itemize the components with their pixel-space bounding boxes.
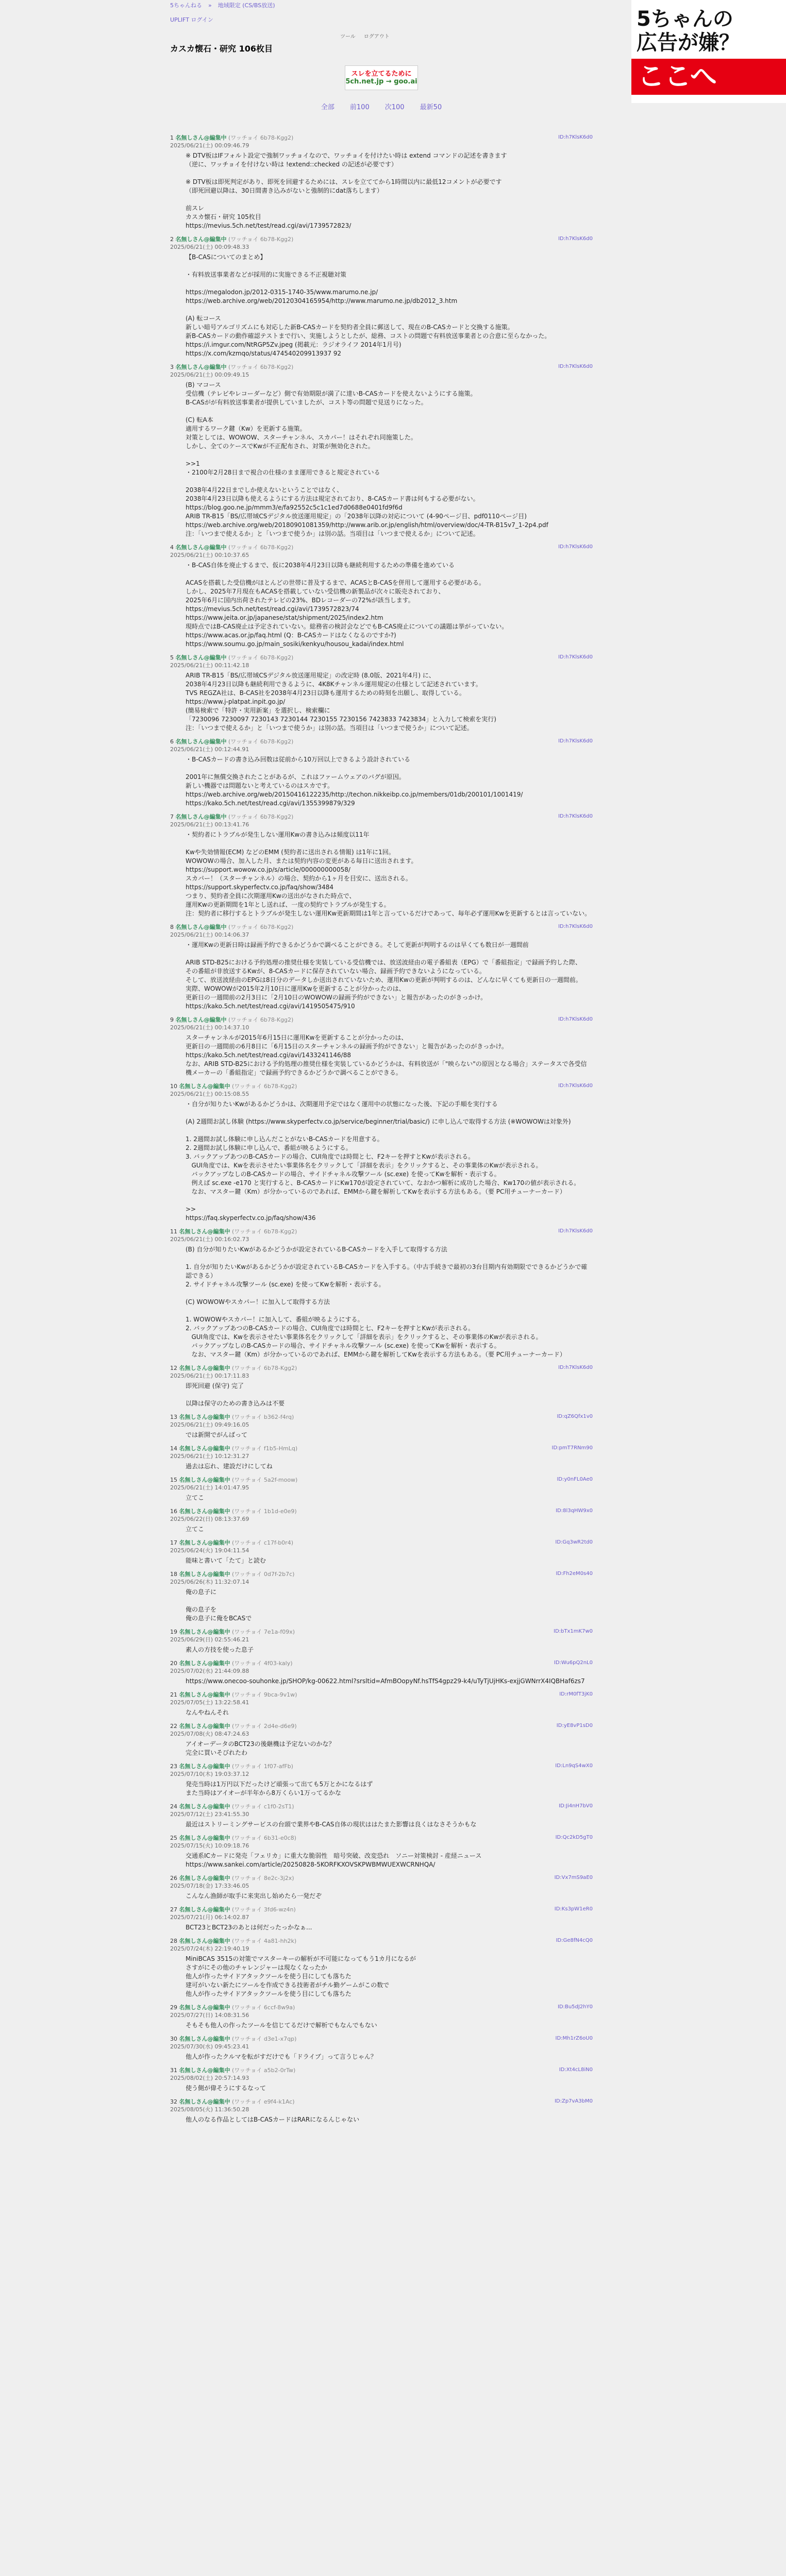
post-author: 名無しさん@編集中 bbox=[179, 1477, 230, 1483]
post-meta bbox=[170, 2066, 593, 2082]
post-mail: (ワッチョイ 4a81-hh2k) bbox=[232, 1938, 297, 1944]
post-meta bbox=[170, 363, 593, 379]
post-mail: (ワッチョイ b362-f4rq) bbox=[232, 1414, 294, 1420]
post-date: 2025/07/21(月) 06:14:02.87 bbox=[170, 1914, 249, 1921]
post-number[interactable]: 30 bbox=[170, 2036, 177, 2042]
post-id[interactable]: ID:h7KlsK6d0 bbox=[558, 364, 593, 369]
post-number[interactable]: 13 bbox=[170, 1414, 177, 1420]
post-mail: (ワッチョイ 6b78-Kgg2) bbox=[228, 1016, 294, 1023]
post bbox=[170, 363, 593, 538]
post-author: 名無しさん@編集中 bbox=[179, 1660, 230, 1667]
post-meta bbox=[170, 1628, 593, 1643]
post-date: 2025/06/22(日) 08:13:37.69 bbox=[170, 1516, 249, 1522]
post-body: BCT23とBCT23のあとは何だったっかなぁ... bbox=[186, 1924, 312, 1931]
post bbox=[170, 235, 593, 358]
post-date: 2025/07/12(土) 23:41:55.30 bbox=[170, 1811, 249, 1818]
post-mail: (ワッチョイ 4f03-kaly) bbox=[232, 1660, 293, 1667]
post-id[interactable]: ID:h7KlsK6d0 bbox=[558, 1016, 593, 1022]
post-body: (B) 自分が知りたいKwがあるかどうかが設定されているB-CASカードを入手して取得する方法 1. 自分が知りたいKwがあるかどうかが設定されているB-CASカードを入手する。（中古手続きで最初の3台目期内有効期限でできるかどうかで確認できる） 2. サイドチャネル攻撃ツール (sc.exe) を使ってKwを解析・表示する。 (C) WOWOWやスカパー！に加入して取得する方法 1. WOWOWやスカパー！に加入して、番組が映るようにする。 2. バックアップあつのB-CASカードの場合、CUI角度では時間と七、F2キーを押すとKwが表示される。 GUI角度では、Kwを表示させたい事業体名をクリックして「詳細を表示」をクリックすると、その事業体のKwが表示される。 バックアップなしのB-CASカードの場合、サイドチャネル攻撃ツール (sc.exe) を使ってKwを解析・表示する。 なお、マスター鍵（Km）が分かっているのであれば、EMMから鍵を解析してKwを表示する方法もある。（要 PC用チューナーカード） bbox=[186, 1246, 588, 1358]
post-body: (B) マコース 受信機（テレビやレコーダーなど）側で有効期限が満了に達いB-CASカードを使えないようにする施策。 B-CASがが有料放送事業者が提供していましたが、コスト等の問題で見送りになった。 (C) 転A本 適用するワーク鍵（Kw）を更新する施策。 対策としては、WOWOW、スターチャンネル、スカパー！はそれぞれ同施策した。 しかし、全てのケースでKwが不正配布され、対策が無効化された。 >>1 ・2100年2月28日まで視合の仕様のまま運用できると規定されている 2038年4月22日までしか使えないということではなく、 2038年4月23日以降も使えるようにする方法は規定されており、8-CASカード書は何もする必要がない。 https://blog.goo.ne.jp/mmm3/e/fa92552c5c1c1ed7d0688e0401fd9f6d ARIB TR-B15「BS/広帯域CSデジタル放送運用規定」の「2038年以降の対応について (4-90ページ目、pdf0110ページ目) https://web.archive.org/web/20180901081359/http://www.arib.or.jp/english/html/overview/doc/4-TR-B15v7_1-2p4.pdf 注：「いつまで使えるか」と「いつまで使うか」は別の話。当項目は「いつまで使えるか」について記述。 bbox=[186, 381, 548, 537]
post-meta bbox=[170, 1906, 593, 1921]
banner-line-2: 広告が嫌？ bbox=[637, 31, 740, 55]
post-body: アイオーデータのBCT23の後継機は予定ないのかな？ 完全に買いそびれたわ bbox=[186, 1740, 335, 1756]
post-id[interactable]: ID:y0nFL0Ae0 bbox=[557, 1477, 593, 1482]
post-mail: (ワッチョイ 6b78-Kgg2) bbox=[232, 1365, 297, 1371]
post-body: 立てこ bbox=[186, 1526, 205, 1533]
posts-list bbox=[170, 134, 593, 2129]
post-id[interactable]: ID:rM0fT3jK0 bbox=[559, 1691, 593, 1697]
post-author: 名無しさん@編集中 bbox=[179, 1835, 230, 1841]
post-date: 2025/06/21(土) 00:15:08.55 bbox=[170, 1091, 249, 1097]
post-date: 2025/06/21(土) 00:09:46.79 bbox=[170, 142, 249, 149]
breadcrumb-sep: » bbox=[208, 2, 212, 9]
post bbox=[170, 1016, 593, 1077]
post-body: ・B-CASカードの書き込み回数は従前から10万回以上できるよう設計されている 2001年に無償交換されたことがあるが、これはファームウェアのバグが原因。 新しい機器では問題ないと考えているのはスカです。 https://web.archive.org/web/20150416122235/http://techon.nikkeibp.co.jp/members/01db/200101/1001419/ https://kako.5ch.net/test/read.cgi/avi/1355399879/329 bbox=[186, 756, 523, 807]
pager-all[interactable]: 全部 bbox=[321, 104, 335, 111]
post-mail: (ワッチョイ 6b78-Kgg2) bbox=[228, 544, 294, 551]
post-mail: (ワッチョイ 1f07-afFb) bbox=[232, 1763, 293, 1770]
post bbox=[170, 544, 593, 649]
post-author: 名無しさん@編集中 bbox=[179, 1803, 230, 1810]
post-mail: (ワッチョイ 6b78-Kgg2) bbox=[228, 134, 294, 141]
post-mail: (ワッチョイ 6b78-Kgg2) bbox=[228, 654, 294, 661]
post-meta bbox=[170, 235, 593, 251]
post bbox=[170, 1445, 593, 1471]
post-date: 2025/06/21(土) 00:16:02.73 bbox=[170, 1236, 249, 1243]
post bbox=[170, 654, 593, 733]
post-date: 2025/06/21(土) 00:09:49.15 bbox=[170, 371, 249, 378]
post-meta bbox=[170, 1937, 593, 1953]
ad-banner[interactable] bbox=[631, 0, 786, 103]
post-mail: (ワッチョイ 6b78-Kgg2) bbox=[228, 738, 294, 745]
post-meta bbox=[170, 1445, 593, 1460]
post-id[interactable]: ID:h7KlsK6d0 bbox=[558, 236, 593, 242]
post-id[interactable]: ID:pmT7RNm90 bbox=[551, 1445, 593, 1451]
post-number[interactable]: 17 bbox=[170, 1539, 177, 1546]
post-number[interactable]: 20 bbox=[170, 1660, 177, 1667]
post bbox=[170, 813, 593, 918]
post-meta bbox=[170, 1691, 593, 1706]
post-number[interactable]: 19 bbox=[170, 1629, 177, 1635]
post-author: 名無しさん@編集中 bbox=[179, 1629, 230, 1635]
post-number[interactable]: 18 bbox=[170, 1571, 177, 1578]
post-author: 名無しさん@編集中 bbox=[179, 1365, 230, 1371]
post-body: ・B-CAS自体を廃止するまで、仮に2038年4月23日以降も継続利用するための準備を進めている ACASを搭載した受信機がほとんどの世帯に普及するまで、ACASとB-CASを併用して運用する必要がある。 しかし、2025年7月現在もACASを搭載していない受信機の新製品が次々に販売されており、 2025年6月に国内出荷されたテレビの23%、BDレコーダーの72%が該当します。 https://mevius.5ch.net/test/read.cgi/avi/1739572823/74 https://www.jeita.or.jp/japanese/stat/shipment/2025/index2.htm 現時点ではB-CAS廃止は予定されていない。総務省の検討会などでもB-CAS廃止についての議題は挙がっていない。 https://www.acas.or.jp/faq.html (Q：B-CASカードはなくなるのですか?) https://www.soumu.go.jp/main_sosiki/kenkyu/housou_kadai/index.html bbox=[186, 562, 508, 648]
post-date: 2025/06/21(土) 09:49:16.05 bbox=[170, 1421, 249, 1428]
post-date: 2025/06/21(土) 00:09:48.33 bbox=[170, 244, 249, 250]
tab-tools[interactable]: ツール bbox=[340, 34, 356, 40]
post-date: 2025/06/29(日) 02:55:46.21 bbox=[170, 1636, 249, 1643]
post-id[interactable]: ID:h7KlsK6d0 bbox=[558, 654, 593, 660]
post-number[interactable]: 31 bbox=[170, 2067, 177, 2074]
post-author: 名無しさん@編集中 bbox=[179, 2067, 230, 2074]
post-number[interactable]: 2 bbox=[170, 236, 174, 243]
post-author: 名無しさん@編集中 bbox=[179, 1875, 230, 1882]
post-date: 2025/06/21(土) 14:01:47.95 bbox=[170, 1484, 249, 1491]
post-author: 名無しさん@編集中 bbox=[179, 1691, 230, 1698]
thread-title: カスカ懐石・研究 106枚目 bbox=[170, 44, 273, 54]
post-number[interactable]: 27 bbox=[170, 1906, 177, 1913]
post-id[interactable]: ID:bTx1mK7w0 bbox=[554, 1629, 593, 1634]
post-mail: (ワッチョイ 6b78-Kgg2) bbox=[228, 924, 294, 930]
post-author: 名無しさん@編集中 bbox=[179, 1571, 230, 1578]
post bbox=[170, 1691, 593, 1717]
post-date: 2025/06/21(土) 00:12:44.91 bbox=[170, 746, 249, 753]
post-mail: (ワッチョイ 8e2c-3j2x) bbox=[232, 1875, 294, 1882]
pager-latest50[interactable]: 最新50 bbox=[420, 104, 442, 111]
post-id[interactable]: ID:h7KlsK6d0 bbox=[558, 1365, 593, 1370]
post-id[interactable]: ID:Fh2eM0s40 bbox=[556, 1571, 593, 1577]
pager-next100[interactable]: 次100 bbox=[384, 104, 405, 111]
post-date: 2025/06/21(土) 00:10:37.65 bbox=[170, 552, 249, 558]
post-meta bbox=[170, 2098, 593, 2113]
banner-line-3: ここへ bbox=[631, 59, 786, 95]
post-author: 名無しさん@編集中 bbox=[179, 1445, 230, 1452]
post-body: 他人が作ったクルマを転がすだけでも「ドライブ」って言うじゃん？ bbox=[186, 2053, 377, 2060]
post-number[interactable]: 16 bbox=[170, 1508, 177, 1515]
post bbox=[170, 1722, 593, 1757]
post-id[interactable]: ID:h7KlsK6d0 bbox=[558, 1083, 593, 1089]
post-number[interactable]: 1 bbox=[170, 134, 174, 141]
post-body: 発売当時は1万円以下だったけど頑張って出ても5万とかになるはず また当時はアイオーが半年から8万くらい1万ってるかな bbox=[186, 1781, 373, 1797]
post-id[interactable]: ID:Ge8fN4cQ0 bbox=[556, 1938, 593, 1943]
post bbox=[170, 923, 593, 1011]
post-meta bbox=[170, 544, 593, 559]
post-mail: (ワッチョイ f1b5-HmLq) bbox=[232, 1445, 298, 1452]
post-number[interactable]: 12 bbox=[170, 1365, 177, 1371]
post-author: 名無しさん@編集中 bbox=[179, 1083, 230, 1090]
promo-line-b: 5ch.net.jp → goo.ai bbox=[345, 78, 417, 86]
post-body: 素人の方技を使った息子 bbox=[186, 1646, 254, 1653]
post bbox=[170, 1539, 593, 1565]
post-number[interactable]: 29 bbox=[170, 2004, 177, 2011]
post-date: 2025/06/24(火) 19:04:11.54 bbox=[170, 1547, 249, 1554]
post-id[interactable]: ID:h7KlsK6d0 bbox=[558, 924, 593, 929]
post-meta bbox=[170, 1834, 593, 1850]
post-mail: (ワッチョイ 6b78-Kgg2) bbox=[228, 364, 294, 370]
post-date: 2025/06/21(土) 00:14:06.37 bbox=[170, 931, 249, 938]
post-body: スターチャンネルが2015年6月15日に運用Kwを更新することが分かったのは、 更新日の一週間前の6月8日に「6月15日のスターチャンネルの録画予約ができない」と報告があったのがきっかけ。 https://kako.5ch.net/test/read.cgi/avi/1433241146/88 なお、ARIB STD-B25における予約処理の推奨仕様を実装しているかどうかは、有料放送が「"映らない"の原因となる場合」ステータスで各受信機メーカーの「番組指定」で録画予約できるかどうかで調べることができる。 bbox=[186, 1034, 587, 1076]
post-mail: (ワッチョイ e9f4-k1Ac) bbox=[232, 2098, 295, 2105]
post-number[interactable]: 14 bbox=[170, 1445, 177, 1452]
post-mail: (ワッチョイ 6b78-Kgg2) bbox=[228, 814, 294, 820]
post bbox=[170, 1659, 593, 1686]
post-number[interactable]: 11 bbox=[170, 1228, 177, 1235]
post-number[interactable]: 22 bbox=[170, 1723, 177, 1730]
post-author: 名無しさん@編集中 bbox=[175, 364, 227, 370]
post-author: 名無しさん@編集中 bbox=[179, 1508, 230, 1515]
post-id[interactable]: ID:8l3qHW9x0 bbox=[556, 1508, 593, 1514]
post-meta bbox=[170, 2004, 593, 2019]
post-body: MiniBCAS 3515の対策でマスターキーの解析が不可能になってもう1カ月になるが さすがにその他のチャレンジャーは現なくなったか 他人が作ったサイドアタックツールを使う目にしても落ちた 建可がいない新たにツールを作成できる技術者がチル勤ゲームがこの数で 他人が作ったサイドアタックツールを使う目にしても落ちた bbox=[186, 1955, 416, 1997]
post-id[interactable]: ID:Xt4cL8iN0 bbox=[559, 2067, 593, 2073]
post-mail: (ワッチョイ 6ccf-8w9a) bbox=[232, 2004, 295, 2011]
post-body: ARIB TR-B15「BS/広帯域CSデジタル放送運用規定」の改定時 (8.0版、2021年4月) に、 2038年4月23日以降も継続利用できるように、4K8Kチャンネル運用規定の仕様として記述されています。 TVS REGZA社は、B-CAS社を2038年4月23日以降も運用するための時刻を出願し、取得している。 https://www.j-platpat.inpit.go.jp/ (簡易検索で「特許・実用新案」を選択し、検索欄に 「7230096 7230097 7230143 7230144 7230155 7230156 7423833 7423834」と入力して検索を実行) 注：「いつまで使えるか」と「いつまで使うか」は別の話。当項目は「いつまで使うか」について記述。 bbox=[186, 672, 496, 732]
post bbox=[170, 1476, 593, 1502]
post-body: 俺の息子に 俺の息子を 俺の息子に俺をBCASで bbox=[186, 1588, 252, 1622]
post bbox=[170, 1762, 593, 1798]
post-number[interactable]: 25 bbox=[170, 1835, 177, 1841]
post-mail: (ワッチョイ d3e1-x7qp) bbox=[232, 2036, 297, 2042]
post-author: 名無しさん@編集中 bbox=[179, 2098, 230, 2105]
promo-line-a: スレを立てるために bbox=[351, 70, 412, 78]
post-id[interactable]: ID:Qc2kD5gT0 bbox=[555, 1835, 593, 1840]
post-meta bbox=[170, 1016, 593, 1031]
uplift-login-link[interactable]: UPLIFT ログイン bbox=[170, 16, 213, 23]
post-date: 2025/07/02(水) 21:44:09.88 bbox=[170, 1668, 249, 1674]
post-date: 2025/06/21(土) 00:17:11.83 bbox=[170, 1372, 249, 1379]
post-meta bbox=[170, 1570, 593, 1586]
post-number[interactable]: 23 bbox=[170, 1763, 177, 1770]
post-id[interactable]: ID:h7KlsK6d0 bbox=[558, 134, 593, 140]
post bbox=[170, 1937, 593, 1998]
post-number[interactable]: 3 bbox=[170, 364, 174, 370]
post-body: 立てこ bbox=[186, 1494, 205, 1501]
post-date: 2025/07/18(金) 17:33:46.05 bbox=[170, 1883, 249, 1889]
post-author: 名無しさん@編集中 bbox=[179, 1723, 230, 1730]
post-body: ・自分が知りたいKwがあるかどうかは、次期運用予定ではなく運用中の状態になった後、下記の手順を実行する (A) 2週間お試し体験 (https://www.skyperfectv.co.jp/service/beginner/trial/basic/) に申し込んで取得する方法 (※WOWOWは対象外) 1. 2週間お試し体験に申し込んだことがないB-CASカードを用意する。 2. 2週間お試し体験に申し込んで、番組が映るようにする。 3. バックアップあつのB-CASカードの場合、CUI角度では時間と七、F2キーを押すとKwが表示される。 GUI角度では、Kwを表示させたい事業体名をクリックして「詳細を表示」をクリックすると、その事業体のKwが表示される。 バックアップなしのB-CASカードの場合、サイドチャネル攻撃ツール (sc.exe) を使ってKwを解析・表示する。 例えば sc.exe -e170 と実行すると、B-CASカードにKw170が設定されていて、なおかつ解析に成功した場合、Kw170の値が表示される。 なお、マスター鍵（Km）が分かっているのであれば、EMMから鍵を解析してKwを表示する方法もある。（要 PC用チューナーカード） >> https://faq.skyperfectv.co.jp/faq/show/436 bbox=[186, 1100, 580, 1222]
post-body: 最近はストリーミングサービスの台頭で業界やB-CAS自体の現状ははたまた影響は良くはなさそうかもな bbox=[186, 1821, 477, 1828]
post-number[interactable]: 5 bbox=[170, 654, 174, 661]
post-mail: (ワッチョイ c1f0-2sT1) bbox=[232, 1803, 294, 1810]
post-author: 名無しさん@編集中 bbox=[179, 2004, 230, 2011]
post-mail: (ワッチョイ 9bca-9v1w) bbox=[232, 1691, 297, 1698]
post-meta bbox=[170, 1659, 593, 1675]
post bbox=[170, 1364, 593, 1408]
post-date: 2025/06/21(土) 00:13:41.76 bbox=[170, 821, 249, 828]
post bbox=[170, 2098, 593, 2124]
post-body: 即死回避 (保守) 完了 以降は保守のための書き込みは不要 bbox=[186, 1382, 285, 1407]
post-mail: (ワッチョイ 3fd6-wz4n) bbox=[232, 1906, 296, 1913]
post-meta bbox=[170, 813, 593, 828]
post-date: 2025/06/26(木) 11:32:07.14 bbox=[170, 1579, 249, 1585]
post-body: なんやねんそれ bbox=[186, 1709, 229, 1716]
post-body: 使う側が偉そうにするなって bbox=[186, 2084, 266, 2092]
pager bbox=[170, 101, 593, 111]
post-id[interactable]: ID:h7KlsK6d0 bbox=[558, 1228, 593, 1234]
post-mail: (ワッチョイ 6b78-Kgg2) bbox=[232, 1083, 297, 1090]
post-body: ・契約者にトラブルが発生しない運用Kwの書き込みは頻度以11年 Kwや失効情報(ECM) などのEMM (契約者に送出される情報) は1年に1回。 WOWOWの場合、加入した月、または契約内容の変更がある毎日に送出されます。 https://support.wowow.co.jp/s/article/000000000058/ スカパー！（スターチャンネル）の場合、契約から1ヶ月を目安に、送出される。 https://support.skyperfectv.co.jp/faq/show/3484 つまり、契約者全員に次期運用Kwの送出がなされた時点で、 運用Kwの更新期間を1年とし送れば、一度の契約でトラブルが発生する。 注：契約者に移行するとトラブルが発生しない運用Kw更新期間は1年と言っているだけであって、毎年必ず運用Kwを更新するとは言っていない。 bbox=[186, 831, 591, 917]
post-id[interactable]: ID:qZ6Qfx1v0 bbox=[557, 1414, 593, 1419]
post-id[interactable]: ID:yE8vP1sD0 bbox=[556, 1723, 593, 1728]
tab-logout[interactable]: ログアウト bbox=[363, 34, 390, 40]
post-meta bbox=[170, 1762, 593, 1778]
post-body: https://www.onecoo-souhonke.jp/SHOP/kg-00622.html?srsltid=AfmBOopyNf.hsTfS4gpz29-k4/uTyTjUjHKs-exjjGWNrrX4IQBHaf6zs7 bbox=[186, 1677, 585, 1685]
promo-box[interactable] bbox=[345, 65, 418, 90]
post-id[interactable]: ID:h7KlsK6d0 bbox=[558, 814, 593, 819]
post-author: 名無しさん@編集中 bbox=[175, 814, 227, 820]
post bbox=[170, 134, 593, 230]
post bbox=[170, 1413, 593, 1439]
post bbox=[170, 1082, 593, 1223]
post-number[interactable]: 9 bbox=[170, 1016, 174, 1023]
post-id[interactable]: ID:Ji4nH7bV0 bbox=[559, 1803, 593, 1809]
post-number[interactable]: 21 bbox=[170, 1691, 177, 1698]
board-name-link[interactable]: 地域限定 (CS/BS放送) bbox=[218, 2, 275, 9]
post-author: 名無しさん@編集中 bbox=[179, 1763, 230, 1770]
post-meta bbox=[170, 134, 593, 149]
post-meta bbox=[170, 1413, 593, 1429]
post-meta bbox=[170, 1228, 593, 1243]
post-author: 名無しさん@編集中 bbox=[175, 134, 227, 141]
post-body: 他人のなる作品としてはB-CASカードはRARになるんじゃない bbox=[186, 2116, 360, 2123]
post-body: 【B-CASについてのまとめ】 ・有料放送事業者などが採用的に実施できる不正視聴対策 https://megalodon.jp/2012-0315-1740-35/www.marumo.ne.jp/ https://web.archive.org/web/20120304165954/http://www.marumo.ne.jp/db2012_3.htm (A) 転コース 新しい暗号アルゴリズムにも対応した新B-CASカードを契約者全員に郵送して、現在のB-CASカードと交換する施策。 新B-CASカードの動作確認テストまで行い、実施しようとしたが、総務、コストの問題で有料放送事業者との合意に至らなかった。 https://i.imgur.com/NtRGP5Zv.jpeg (掲載元：ラジオライフ 2014年1月号) https://x.com/kzmqo/status/474540209913937 92 bbox=[186, 253, 551, 357]
post-author: 名無しさん@編集中 bbox=[179, 1938, 230, 1944]
post-number[interactable]: 8 bbox=[170, 924, 174, 930]
pager-prev100[interactable]: 前100 bbox=[349, 104, 370, 111]
post bbox=[170, 1906, 593, 1932]
post-date: 2025/08/02(土) 20:57:14.93 bbox=[170, 2075, 249, 2081]
post-date: 2025/07/10(木) 19:03:37.12 bbox=[170, 1771, 249, 1777]
post-number[interactable]: 7 bbox=[170, 814, 174, 820]
banner-line-1: 5ちゃんの bbox=[637, 7, 733, 31]
post-author: 名無しさん@編集中 bbox=[179, 1228, 230, 1235]
post-date: 2025/07/08(火) 08:47:24.63 bbox=[170, 1731, 249, 1737]
post bbox=[170, 1628, 593, 1654]
post-author: 名無しさん@編集中 bbox=[179, 1539, 230, 1546]
post-mail: (ワッチョイ 5a2f-moow) bbox=[232, 1477, 298, 1483]
post-meta bbox=[170, 1507, 593, 1523]
mini-tabs bbox=[340, 32, 390, 40]
post-mail: (ワッチョイ 1b1d-e0e9) bbox=[232, 1508, 297, 1515]
post-author: 名無しさん@編集中 bbox=[179, 1906, 230, 1913]
thread-header bbox=[170, 42, 593, 111]
post-body: ・運用Kwの更新日時は録画予約できるかどうかで調べることができる。そして更新が判明するのは早くても数日が一週間前 ARIB STD-B25における予約処理の推奨仕様を実装している受信機では、放送波経由の電子番組表（EPG）で「番組指定」で録画予約した際、 その番組が非放送するKwが、8-CASカードに保存されていない場合、録画予約できないようになっている。 そして、放送波経由のEPGは8日分のデータしか送出されていないため、運用Kwの更新が判明するのは、どんなに早くても更新日の一週間前。 実際、WOWOWが2015年2月10日に運用Kwを更新することが分かったのは、 更新日の一週間前の2月3日に「2月10日のWOWOWの録画予約ができない」と報告があったのがきっかけ。 https://kako.5ch.net/test/read.cgi/avi/1419505475/910 bbox=[186, 941, 582, 1010]
post-author: 名無しさん@編集中 bbox=[179, 1414, 230, 1420]
post-date: 2025/06/21(土) 00:11:42.18 bbox=[170, 662, 249, 669]
post-number[interactable]: 24 bbox=[170, 1803, 177, 1810]
post-meta bbox=[170, 738, 593, 753]
post bbox=[170, 1228, 593, 1359]
post-author: 名無しさん@編集中 bbox=[175, 738, 227, 745]
post-id[interactable]: ID:Ks3pW1eR0 bbox=[554, 1906, 593, 1912]
post bbox=[170, 738, 593, 808]
post-mail: (ワッチョイ a5b2-0rTw) bbox=[232, 2067, 296, 2074]
post bbox=[170, 2035, 593, 2061]
post-id[interactable]: ID:Wu6pQ2nL0 bbox=[554, 1660, 593, 1666]
post-mail: (ワッチョイ 6b78-Kgg2) bbox=[228, 236, 294, 243]
post-author: 名無しさん@編集中 bbox=[175, 924, 227, 930]
post-number[interactable]: 15 bbox=[170, 1477, 177, 1483]
post-date: 2025/07/27(日) 14:08:31.56 bbox=[170, 2012, 249, 2019]
post bbox=[170, 1834, 593, 1869]
post-meta bbox=[170, 1082, 593, 1098]
post bbox=[170, 1874, 593, 1901]
post-meta bbox=[170, 1364, 593, 1380]
post-body: では新開でがんばって bbox=[186, 1431, 248, 1438]
post-date: 2025/07/24(木) 22:19:40.19 bbox=[170, 1945, 249, 1952]
board-root-link[interactable]: 5ちゃんねる bbox=[170, 2, 202, 9]
post-number[interactable]: 6 bbox=[170, 738, 174, 745]
post-date: 2025/07/15(火) 10:09:18.76 bbox=[170, 1842, 249, 1849]
post bbox=[170, 1803, 593, 1829]
post-number[interactable]: 26 bbox=[170, 1875, 177, 1882]
post-meta bbox=[170, 2035, 593, 2050]
post-meta bbox=[170, 1476, 593, 1492]
post-meta bbox=[170, 1874, 593, 1890]
post bbox=[170, 2004, 593, 2030]
post-date: 2025/07/30(水) 09:45:23.41 bbox=[170, 2043, 249, 2050]
post-id[interactable]: ID:Mh1rZ6oU0 bbox=[555, 2036, 593, 2041]
post-body: ※ DTV板はIFフォルト設定で強制ワッチョイなので、ワッチョイを付けたい時は extend コマンドの記述を書きます （逆に、ワッチョイを付けない時は !extend::checked の記述が必要です） ※ DTV板は即死判定があり、即死を回避するためには、スレを立ててから1時間以内に最低12コメントが必要です （即死回避以降は、30日間書き込みがないと強制的にdat落ちします） 前スレ カスカ懐石・研究 105枚目 https://mevius.5ch.net/test/read.cgi/avi/1739572823/ bbox=[186, 152, 507, 229]
post-body: 過去は忘れ、建設だけにしてね bbox=[186, 1463, 273, 1470]
post-body: こんなん漁師が取手に来実出し始めたら一発だぞ bbox=[186, 1892, 322, 1900]
post-author: 名無しさん@編集中 bbox=[175, 544, 227, 551]
post-mail: (ワッチョイ c17f-b0r4) bbox=[232, 1539, 293, 1546]
post bbox=[170, 1570, 593, 1623]
post-meta bbox=[170, 923, 593, 939]
post-body: 能味と書いて「たて」と読む bbox=[186, 1557, 266, 1564]
post-mail: (ワッチョイ 0d7f-2b7c) bbox=[232, 1571, 295, 1578]
post-id[interactable]: ID:Vx7mS9aE0 bbox=[554, 1875, 593, 1880]
post bbox=[170, 1507, 593, 1534]
post-number[interactable]: 28 bbox=[170, 1938, 177, 1944]
post-mail: (ワッチョイ 2d4e-d6e9) bbox=[232, 1723, 297, 1730]
post-body: そもそも他人の作ったツールを信じてるだけで解析でもなんでもない bbox=[186, 2022, 377, 2029]
post-id[interactable]: ID:Gq3wR2td0 bbox=[555, 1539, 593, 1545]
post-date: 2025/06/21(土) 10:12:31.27 bbox=[170, 1453, 249, 1460]
post-mail: (ワッチョイ 6b31-e0c8) bbox=[232, 1835, 296, 1841]
post-author: 名無しさん@編集中 bbox=[175, 236, 227, 243]
post-id[interactable]: ID:Zp7vA3bM0 bbox=[554, 2098, 593, 2104]
post-id[interactable]: ID:Ln9qS4wX0 bbox=[555, 1763, 593, 1769]
post-id[interactable]: ID:h7KlsK6d0 bbox=[558, 738, 593, 744]
post-date: 2025/06/21(土) 00:14:37.10 bbox=[170, 1024, 249, 1031]
post-author: 名無しさん@編集中 bbox=[175, 1016, 227, 1023]
post-author: 名無しさん@編集中 bbox=[175, 654, 227, 661]
post-number[interactable]: 4 bbox=[170, 544, 174, 551]
post-date: 2025/08/05(火) 11:36:50.28 bbox=[170, 2106, 249, 2113]
post-meta bbox=[170, 1722, 593, 1738]
post-date: 2025/07/05(土) 13:22:58.41 bbox=[170, 1699, 249, 1706]
post-meta bbox=[170, 1803, 593, 1818]
post-meta bbox=[170, 654, 593, 669]
post-id[interactable]: ID:h7KlsK6d0 bbox=[558, 544, 593, 550]
post-body: 交通系ICカードに発売「フェリカ」に重大な脆弱性 暗号突破、改変恐れ ソニー対策検討 - 産経ニュース https://www.sankei.com/article/20250828-5KORFKXOVSKPWBMWUEXWCRNHQA/ bbox=[186, 1852, 482, 1868]
post bbox=[170, 2066, 593, 2093]
post-number[interactable]: 10 bbox=[170, 1083, 177, 1090]
post-author: 名無しさん@編集中 bbox=[179, 2036, 230, 2042]
post-id[interactable]: ID:Bu5dJ2hY0 bbox=[557, 2004, 593, 2010]
post-number[interactable]: 32 bbox=[170, 2098, 177, 2105]
post-meta bbox=[170, 1539, 593, 1554]
post-mail: (ワッチョイ 6b78-Kgg2) bbox=[232, 1228, 297, 1235]
post-mail: (ワッチョイ 7e1a-f09x) bbox=[232, 1629, 295, 1635]
